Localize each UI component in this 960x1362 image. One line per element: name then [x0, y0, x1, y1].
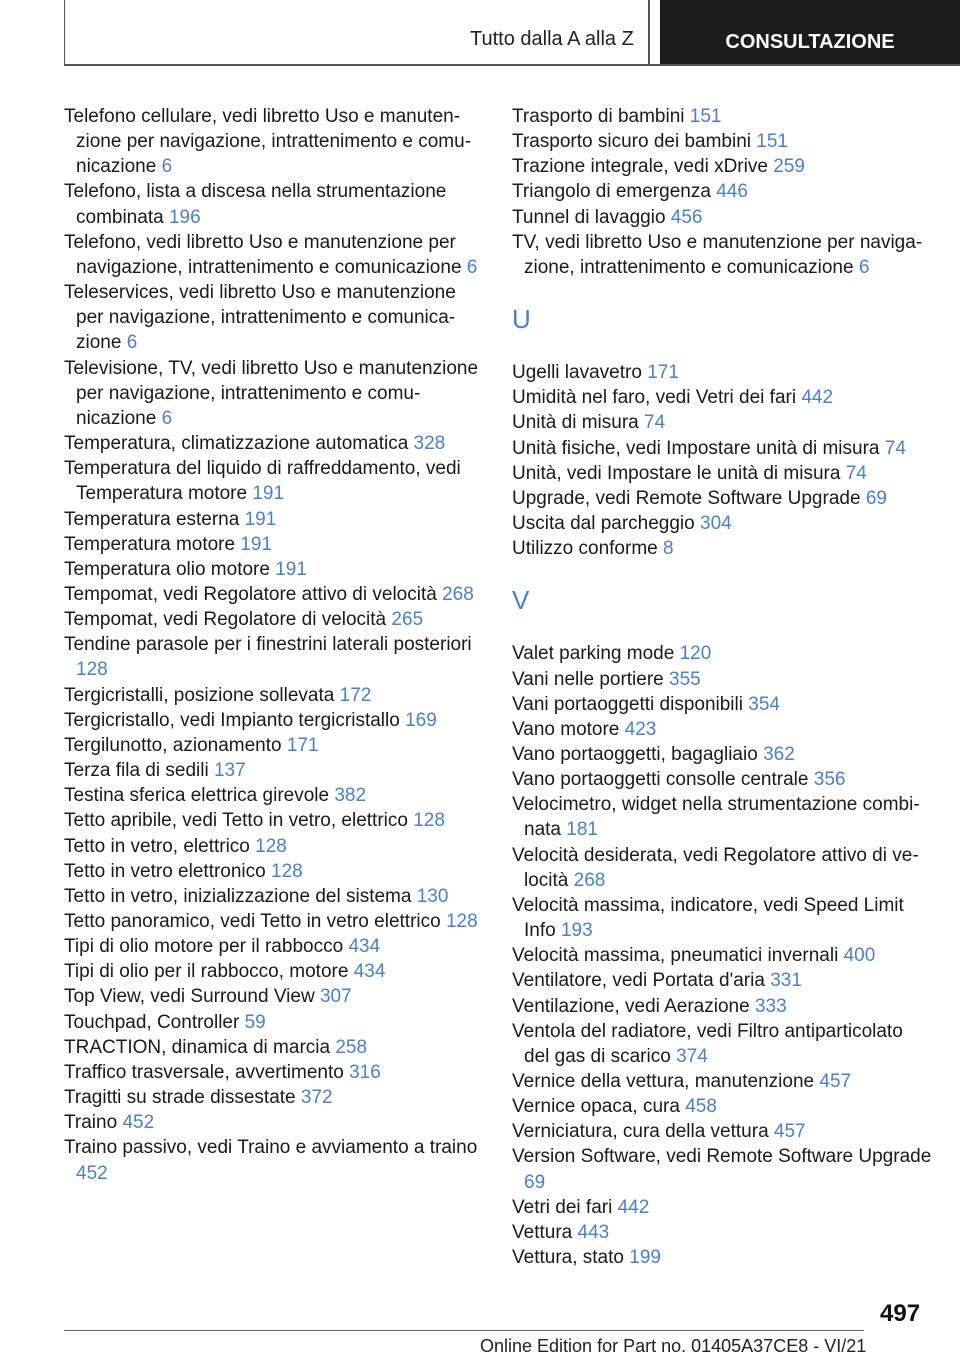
- index-entry-text: Vani nelle portiere: [512, 668, 664, 690]
- index-entry-text: Velocità desiderata, vedi Regolatore attivo di velocità: [512, 844, 919, 891]
- index-entry-text: Top View, vedi Surround View: [64, 986, 315, 1008]
- index-entry-text: Televisione, TV, vedi libretto Uso e manutenzione per navigazione, intrattenimento e comunicazione: [64, 357, 479, 429]
- index-entry-text: Telefono, lista a discesa nella strumentazione combinata: [64, 181, 447, 228]
- index-page-link[interactable]: 6: [161, 156, 173, 178]
- index-entry: [512, 154, 932, 179]
- index-page-link[interactable]: 59: [244, 1011, 266, 1033]
- index-entry-text: Trasporto sicuro dei bambini: [512, 131, 752, 153]
- index-page-link[interactable]: 74: [845, 462, 867, 484]
- index-entry-text: Tetto in vetro elettronico: [64, 860, 266, 882]
- index-page-link[interactable]: 434: [348, 936, 381, 958]
- index-entry: [512, 667, 932, 692]
- index-entry-text: Triangolo di emergenza: [512, 181, 711, 203]
- index-entry: [64, 683, 484, 708]
- index-page-link[interactable]: 328: [413, 433, 446, 455]
- index-page-link[interactable]: 452: [122, 1112, 155, 1134]
- index-page-link[interactable]: 171: [647, 362, 679, 384]
- index-entry: [512, 1094, 932, 1119]
- letter-heading-v: V: [512, 585, 530, 616]
- index-entry-text: Terza fila di sedili: [64, 760, 209, 782]
- index-page-link[interactable]: 362: [763, 743, 795, 765]
- index-page-link[interactable]: 259: [773, 156, 805, 178]
- index-entry-text: Tergicristalli, posizione sollevata: [64, 684, 335, 706]
- index-entry-text: Temperatura motore: [64, 533, 236, 555]
- index-entry: [512, 893, 932, 943]
- letter-heading-u: U: [512, 304, 531, 335]
- index-page-link[interactable]: 400: [843, 945, 876, 967]
- index-page-link[interactable]: 434: [353, 961, 386, 983]
- index-entry: [64, 708, 484, 733]
- index-entry-text: Vernice della vettura, manutenzione: [512, 1071, 815, 1092]
- index-page-link[interactable]: 169: [405, 709, 437, 731]
- header-divider: [648, 0, 650, 66]
- index-page-link[interactable]: 172: [339, 684, 372, 706]
- index-page-link[interactable]: 258: [335, 1036, 368, 1058]
- index-page-link[interactable]: 6: [858, 256, 870, 278]
- index-page-link[interactable]: 128: [271, 860, 303, 882]
- index-entry: [64, 859, 484, 884]
- index-entry-text: Tipi di olio motore per il rabbocco: [64, 936, 344, 958]
- index-entry-text: Vano portaoggetti, bagagliaio: [512, 743, 758, 765]
- header-chapter-tab: [660, 0, 960, 64]
- index-entry-text: Tunnel di lavaggio: [512, 206, 666, 228]
- index-page-link[interactable]: 128: [76, 659, 108, 681]
- index-entry: [512, 717, 932, 742]
- index-entry: [64, 280, 484, 355]
- index-entry: [512, 943, 932, 968]
- index-entry-text: Tetto apribile, vedi Tetto in vetro, elettrico: [64, 810, 408, 832]
- index-page-link[interactable]: 356: [813, 769, 846, 791]
- index-entry-text: Tipi di olio per il rabbocco, motore: [64, 961, 349, 983]
- index-page-link[interactable]: 191: [275, 558, 307, 580]
- index-entry: [512, 641, 932, 666]
- index-entry: [64, 557, 484, 582]
- index-entry-text: Velocità massima, indicatore, vedi Speed Limit Info: [512, 894, 904, 942]
- index-entry: [64, 104, 484, 179]
- index-entry-text: Ugelli lavavetro: [512, 362, 642, 384]
- footer-edition: Online Edition for Part no. 01405A37CE8 - VI/21: [480, 1336, 867, 1356]
- index-entry: [64, 356, 484, 431]
- index-entry-text: Traffico trasversale, avvertimento: [64, 1061, 344, 1083]
- index-column-right: [512, 104, 932, 1270]
- index-entry-text: Temperatura del liquido di raffreddamento, vedi Temperatura motore: [64, 458, 461, 505]
- index-entry-text: Temperatura esterna: [64, 508, 240, 530]
- index-page-link[interactable]: 128: [413, 810, 445, 832]
- index-entry: [64, 1110, 484, 1135]
- index-page-link[interactable]: 69: [524, 1171, 546, 1193]
- index-entry: [512, 1245, 932, 1270]
- index-entry-text: Tergilunotto, azionamento: [64, 734, 282, 756]
- index-entry: [512, 205, 932, 230]
- index-entry-text: Teleservices, vedi libretto Uso e manutenzione per navigazione, intrattenimento e comunicazione: [64, 282, 456, 354]
- index-entry: [64, 431, 484, 456]
- index-page-link[interactable]: 265: [391, 609, 424, 631]
- index-page-link[interactable]: 151: [689, 106, 722, 127]
- index-group-u: [512, 360, 932, 561]
- index-entry: [512, 461, 932, 486]
- index-entry-text: Testina sferica elettrica girevole: [64, 785, 330, 807]
- index-entry-text: Traino: [64, 1112, 118, 1134]
- index-entry: [512, 536, 932, 561]
- index-entry-text: Tendine parasole per i finestrini laterali posteriori: [64, 634, 472, 656]
- index-entry-text: Trazione integrale, vedi xDrive: [512, 156, 768, 178]
- index-entry: [64, 808, 484, 833]
- index-page-link[interactable]: 446: [716, 181, 748, 203]
- index-entry: [64, 834, 484, 859]
- index-page-link[interactable]: 382: [334, 785, 367, 807]
- index-entry: [64, 884, 484, 909]
- index-entry: [64, 230, 484, 280]
- index-entry: [512, 1195, 932, 1220]
- index-page-link[interactable]: 268: [573, 869, 606, 891]
- index-entry-text: TRACTION, dinamica di marcia: [64, 1036, 331, 1058]
- index-entry: [512, 1220, 932, 1245]
- index-page-link[interactable]: 442: [801, 387, 834, 409]
- index-entry-text: Tragitti su strade dissestate: [64, 1087, 296, 1109]
- index-entry-text: Vano motore: [512, 718, 620, 740]
- index-page-link[interactable]: 354: [748, 693, 780, 715]
- index-page-link[interactable]: 6: [466, 256, 478, 278]
- index-entry-text: Valet parking mode: [512, 643, 675, 665]
- index-entry: [64, 959, 484, 984]
- index-entry-text: Traino passivo, vedi Traino e avviamento a traino: [64, 1137, 478, 1159]
- index-entry-text: Ventilatore, vedi Portata d'aria: [512, 970, 765, 992]
- index-entry-text: Vani portaoggetti disponibili: [512, 693, 743, 715]
- index-entry-text: Uscita dal parcheggio: [512, 513, 695, 535]
- index-page-link[interactable]: 457: [819, 1071, 852, 1092]
- index-entry: [512, 767, 932, 792]
- index-entry-text: Telefono, vedi libretto Uso e manutenzione per navigazione, intrattenimento e comunicazione: [64, 231, 462, 278]
- index-entry-text: TV, vedi libretto Uso e manutenzione per navigazione, intrattenimento e comunicazione: [512, 231, 923, 278]
- index-entry-text: Tetto panoramico, vedi Tetto in vetro elettrico: [64, 911, 441, 932]
- index-entry: [512, 360, 932, 385]
- index-page-link[interactable]: 307: [319, 986, 352, 1008]
- index-entry: [512, 385, 932, 410]
- index-entry-text: Unità, vedi Impostare le unità di misura: [512, 462, 841, 484]
- index-entry: [64, 1010, 484, 1035]
- index-page-link[interactable]: 191: [252, 483, 285, 505]
- index-entry: [64, 456, 484, 506]
- index-entry: [512, 994, 932, 1019]
- index-group-t: [512, 104, 932, 280]
- index-page-link[interactable]: 199: [629, 1247, 661, 1269]
- index-entry-text: Verniciatura, cura della vettura: [512, 1121, 769, 1143]
- index-entry: [64, 632, 484, 682]
- index-entry: [512, 843, 932, 893]
- index-entry: [64, 507, 484, 532]
- index-page-link[interactable]: 74: [644, 412, 666, 434]
- index-entry: [512, 792, 932, 842]
- index-entry-text: Touchpad, Controller: [64, 1011, 240, 1033]
- index-entry-text: Vetri dei fari: [512, 1196, 613, 1218]
- index-page-link[interactable]: 69: [865, 487, 887, 509]
- index-page-link[interactable]: 452: [76, 1162, 108, 1184]
- index-page-link[interactable]: 120: [679, 643, 712, 665]
- index-entry: [512, 1069, 932, 1094]
- index-page-link[interactable]: 196: [168, 206, 201, 228]
- index-entry: [64, 1085, 484, 1110]
- header-chapter-label: CONSULTAZIONE: [725, 31, 895, 53]
- index-entry-text: Temperatura, climatizzazione automatica: [64, 433, 409, 455]
- index-entry: [512, 104, 932, 129]
- index-page-link[interactable]: 74: [884, 437, 906, 459]
- index-entry: [64, 934, 484, 959]
- index-page-link[interactable]: 8: [663, 538, 674, 560]
- index-column-left: [64, 104, 484, 1186]
- index-entry: [512, 486, 932, 511]
- index-entry-text: Unità fisiche, vedi Impostare unità di misura: [512, 437, 880, 459]
- index-entry-text: Tempomat, vedi Regolatore attivo di velocità: [64, 583, 437, 605]
- index-entry: [512, 511, 932, 536]
- index-entry-text: Tempomat, vedi Regolatore di velocità: [64, 609, 387, 631]
- index-entry: [512, 410, 932, 435]
- index-page-link[interactable]: 456: [670, 206, 703, 228]
- index-entry: [512, 1119, 932, 1144]
- index-page-link[interactable]: 423: [624, 718, 657, 740]
- index-entry: [64, 733, 484, 758]
- index-entry-text: Vettura, stato: [512, 1247, 624, 1269]
- index-entry-text: Vernice opaca, cura: [512, 1096, 680, 1118]
- index-page-link[interactable]: 151: [756, 131, 788, 153]
- index-entry-text: Ventola del radiatore, vedi Filtro antiparticolato del gas di scarico: [512, 1020, 903, 1067]
- index-entry: [512, 230, 932, 280]
- index-entry-text: Vettura: [512, 1221, 573, 1243]
- page-number: 497: [880, 1300, 921, 1327]
- index-page-link[interactable]: 128: [445, 911, 478, 932]
- index-page-link[interactable]: 442: [617, 1196, 650, 1218]
- index-entry: [64, 1060, 484, 1085]
- index-page-link[interactable]: 457: [773, 1121, 806, 1143]
- index-entry-text: Trasporto di bambini: [512, 106, 685, 127]
- index-entry: [64, 984, 484, 1009]
- index-page-link[interactable]: 374: [676, 1045, 708, 1067]
- footer-rule: [64, 1330, 864, 1331]
- index-entry: [512, 1019, 932, 1069]
- index-page-link[interactable]: 458: [685, 1096, 717, 1118]
- index-entry-text: Upgrade, vedi Remote Software Upgrade: [512, 487, 861, 509]
- index-entry-text: Version Software, vedi Remote Software Upgrade: [512, 1146, 932, 1168]
- index-group-v: [512, 641, 932, 1270]
- header-section-title: Tutto dalla A alla Z: [470, 28, 634, 50]
- index-page-link[interactable]: 171: [286, 734, 319, 756]
- index-entry-text: Unità di misura: [512, 412, 639, 434]
- index-entry-text: Velocità massima, pneumatici invernali: [512, 945, 839, 967]
- index-entry: [64, 909, 484, 934]
- index-entry-text: Utilizzo conforme: [512, 538, 658, 560]
- header-rule: [64, 64, 960, 66]
- index-entry: [64, 758, 484, 783]
- index-page-link[interactable]: 130: [416, 885, 449, 907]
- index-entry: [512, 1144, 932, 1194]
- index-entry: [512, 742, 932, 767]
- index-entry: [512, 968, 932, 993]
- index-page-link[interactable]: 443: [577, 1221, 610, 1243]
- index-entry: [512, 692, 932, 717]
- index-entry-text: Vano portaoggetti consolle centrale: [512, 769, 809, 791]
- index-page-link[interactable]: 128: [255, 835, 287, 857]
- index-page-link[interactable]: 355: [669, 668, 701, 690]
- index-entry: [64, 1135, 484, 1185]
- index-page-link[interactable]: 6: [126, 332, 138, 354]
- index-entry-text: Tetto in vetro, inizializzazione del sistema: [64, 885, 412, 907]
- index-page-link[interactable]: 333: [754, 995, 787, 1017]
- index-page-link[interactable]: 193: [560, 920, 593, 942]
- index-entry-text: Umidità nel faro, vedi Vetri dei fari: [512, 387, 797, 409]
- index-page-link[interactable]: 6: [161, 407, 173, 429]
- index-entry: [64, 532, 484, 557]
- index-page-link[interactable]: 331: [770, 970, 802, 992]
- index-page-link[interactable]: 268: [442, 583, 474, 605]
- index-entry-text: Tetto in vetro, elettrico: [64, 835, 250, 857]
- index-entry-text: Tergicristallo, vedi Impianto tergicristallo: [64, 709, 400, 731]
- index-entry: [64, 179, 484, 229]
- index-page-link[interactable]: 372: [300, 1087, 333, 1109]
- index-page-link[interactable]: 191: [244, 508, 277, 530]
- index-entry-text: Telefono cellulare, vedi libretto Uso e manutenzione per navigazione, intrattenimento e comunicazione: [64, 106, 472, 178]
- index-entry: [512, 179, 932, 204]
- index-page-link[interactable]: 181: [566, 819, 598, 841]
- index-page-link[interactable]: 137: [213, 760, 246, 782]
- index-entry: [64, 607, 484, 632]
- index-entry-text: Ventilazione, vedi Aerazione: [512, 995, 750, 1017]
- index-page-link[interactable]: 304: [700, 513, 732, 535]
- index-entry-text: Temperatura olio motore: [64, 558, 270, 580]
- index-entry: [512, 436, 932, 461]
- header-left-line: [64, 0, 65, 66]
- index-entry: [512, 129, 932, 154]
- index-entry: [64, 582, 484, 607]
- index-page-link[interactable]: 191: [240, 533, 273, 555]
- index-entry-text: Velocimetro, widget nella strumentazione combinata: [512, 794, 920, 841]
- index-entry: [64, 1035, 484, 1060]
- index-entry: [64, 783, 484, 808]
- index-page-link[interactable]: 316: [349, 1061, 381, 1083]
